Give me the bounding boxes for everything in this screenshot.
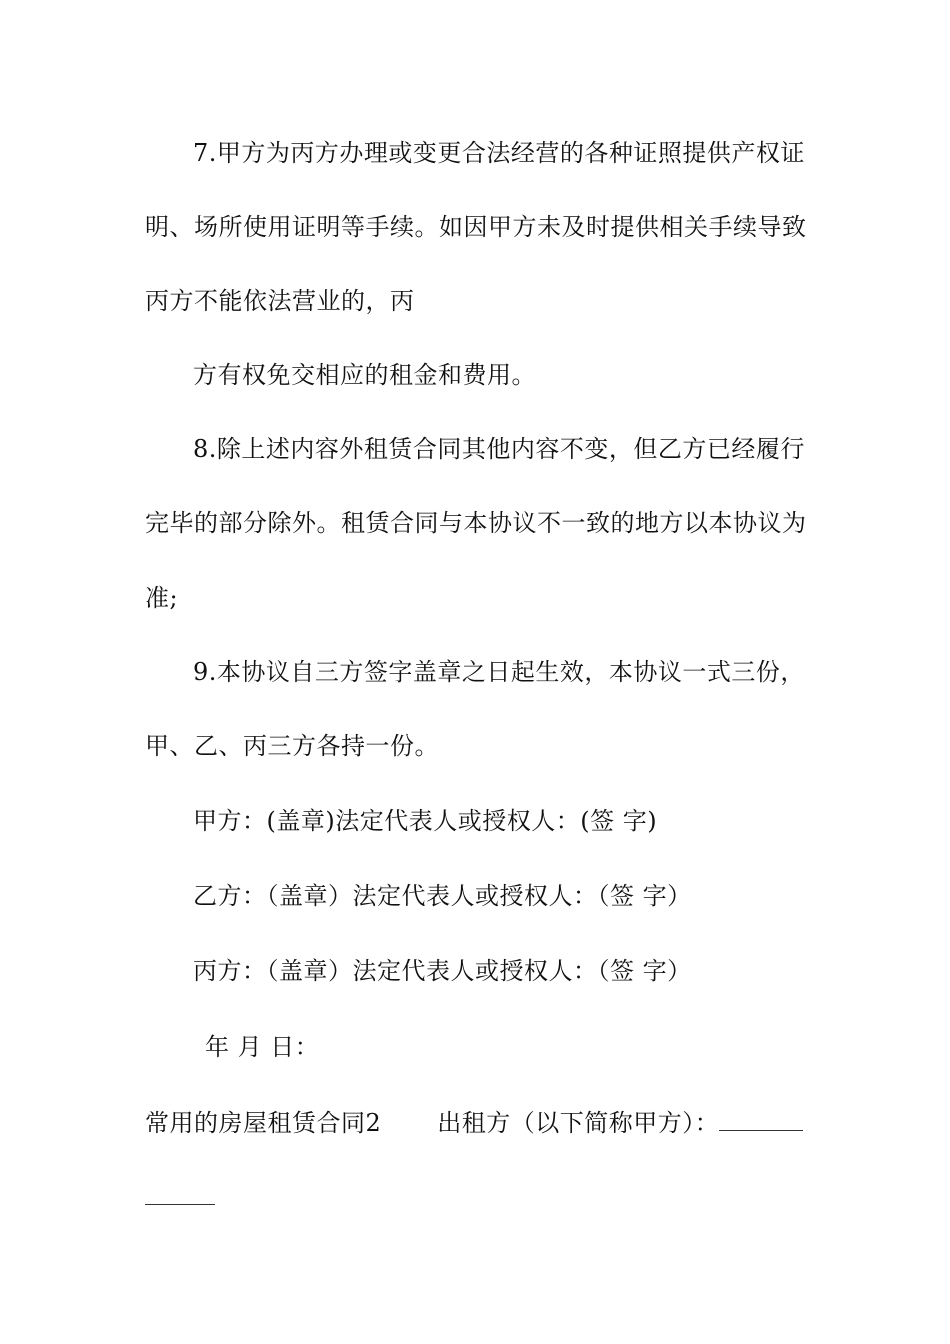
paragraph-8-line-3: 准; <box>145 584 179 612</box>
next-contract-line <box>145 1107 810 1139</box>
next-contract-title: 常用的房屋租赁合同2 <box>145 1109 382 1137</box>
paragraph-7-line-1: 7.甲方为丙方办理或变更合法经营的各种证照提供产权证 <box>193 139 805 167</box>
lessor-name-blank-continued-line <box>145 1181 810 1213</box>
paragraph-8-line-2: 完毕的部分除外。租赁合同与本协议不一致的地方以本协议为 <box>145 509 807 537</box>
paragraph-9-line-2: 甲、乙、丙三方各持一份。 <box>145 732 439 760</box>
lessor-name-blank-continued <box>145 1182 215 1205</box>
signature-party-b: 乙方：（盖章）法定代表人或授权人：（签 字） <box>193 882 692 910</box>
paragraph-8-line-1: 8.除上述内容外租赁合同其他内容不变，但乙方已经履行 <box>193 435 805 463</box>
signature-party-a: 甲方：(盖章)法定代表人或授权人：(签 字) <box>193 807 658 835</box>
paragraph-7-line-3: 丙方不能依法营业的，丙 <box>145 287 415 315</box>
date-line: 年 月 日： <box>205 1033 320 1061</box>
lessor-name-blank <box>719 1108 803 1131</box>
paragraph-7-line-2: 明、场所使用证明等手续。如因甲方未及时提供相关手续导致 <box>145 213 807 241</box>
signature-party-c: 丙方：（盖章）法定代表人或授权人：（签 字） <box>193 957 692 985</box>
paragraph-7-line-4: 方有权免交相应的租金和费用。 <box>193 361 536 389</box>
paragraph-9-line-1: 9.本协议自三方签字盖章之日起生效，本协议一式三份， <box>193 658 805 686</box>
lessor-label: 出租方（以下简称甲方）： <box>437 1109 720 1137</box>
